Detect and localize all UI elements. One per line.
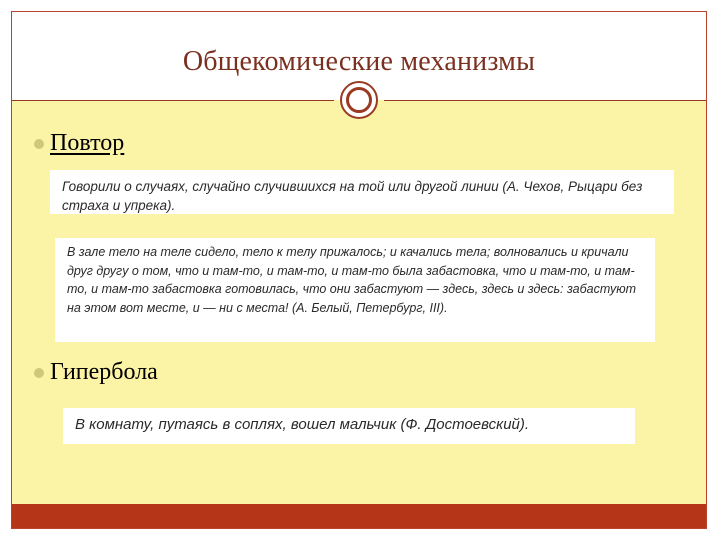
bullet-dot-icon [34, 139, 44, 149]
bullet-dot-icon [34, 368, 44, 378]
circle-ornament-icon [340, 81, 378, 119]
slide-title: Общекомические механизмы [182, 46, 536, 77]
bullet-label: Гипербола [50, 359, 158, 385]
bullet-label: Повтор [50, 130, 125, 156]
bullet-item-hyperbole [34, 359, 158, 386]
slide-frame [11, 11, 707, 529]
title-divider-left [12, 100, 334, 101]
circle-ornament-inner [346, 87, 372, 113]
bullet-item-repeat [34, 130, 124, 157]
quote-chekhov: Говорили о случаях, случайно случившихся на той или другой линии (А. Чехов, Рыцари без страха и упрека). [50, 170, 674, 214]
title-divider-right [384, 100, 706, 101]
bottom-bar [12, 504, 706, 528]
quote-dostoevsky: В комнату, путаясь в соплях, вошел мальчик (Ф. Достоевский). [63, 408, 635, 444]
quote-bely: В зале тело на теле сидело, тело к телу прижалось; и качались тела; волновались и кричали друг другу о том, что и там-то, и там-то, и там-то была забастовка, что и там-то, и там-то, и там-то забастовка готовилась, что они забастуют — здесь, здесь и здесь: забастуют на этом вот месте, и — ни с места! (А. Белый, Петербург, III). [55, 238, 655, 342]
